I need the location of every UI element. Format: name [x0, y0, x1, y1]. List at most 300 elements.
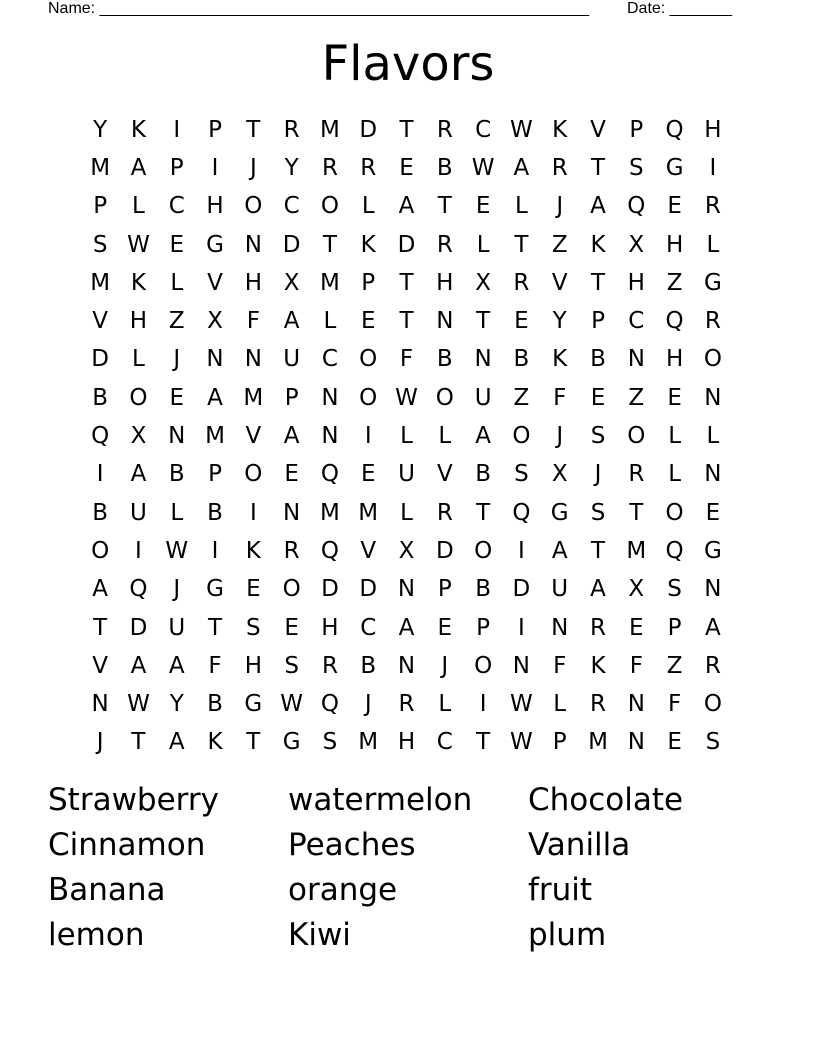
grid-letter: F: [553, 652, 567, 679]
grid-letter: L: [553, 691, 567, 718]
grid-letter: O: [91, 537, 110, 564]
grid-letter: S: [246, 614, 261, 641]
grid-letter: N: [704, 384, 722, 411]
grid-letter: L: [170, 269, 184, 296]
grid-letter: B: [168, 461, 185, 488]
grid-letter: M: [205, 423, 225, 450]
grid-letter: M: [358, 729, 379, 756]
grid-letter: O: [627, 423, 646, 450]
grid-letter: N: [283, 499, 301, 526]
grid-letter: B: [475, 576, 491, 603]
grid-letter: L: [400, 423, 413, 450]
grid-letter: Y: [169, 691, 184, 718]
grid-letter: P: [361, 269, 376, 296]
grid-letter: A: [513, 154, 530, 181]
grid-letter: J: [594, 461, 602, 488]
grid-letter: Q: [512, 499, 531, 526]
word-list-item: Kiwi: [288, 917, 351, 953]
grid-letter: M: [90, 154, 111, 181]
grid-letter: T: [246, 729, 261, 756]
grid-letter: W: [127, 231, 150, 258]
word-list-item: lemon: [48, 917, 145, 953]
grid-letter: T: [437, 193, 452, 220]
grid-letter: D: [512, 576, 531, 603]
grid-letter: N: [474, 346, 492, 373]
grid-letter: L: [132, 346, 145, 373]
grid-letter: U: [398, 461, 415, 488]
grid-letter: I: [211, 154, 219, 181]
grid-letter: A: [130, 461, 147, 488]
grid-letter: K: [360, 231, 376, 258]
grid-letter: U: [168, 614, 186, 641]
grid-letter: H: [704, 116, 722, 143]
grid-letter: S: [667, 576, 682, 603]
grid-letter: D: [359, 576, 378, 603]
grid-letter: E: [169, 231, 185, 258]
grid-letter: O: [512, 423, 531, 450]
grid-letter: T: [399, 269, 414, 296]
word-list-item: Banana: [48, 872, 166, 908]
grid-letter: Q: [320, 461, 339, 488]
grid-letter: N: [627, 729, 645, 756]
grid-letter: N: [168, 423, 186, 450]
grid-letter: C: [475, 116, 492, 143]
grid-letter: W: [471, 154, 495, 181]
grid-letter: K: [552, 116, 568, 143]
grid-letter: O: [244, 461, 263, 488]
grid-letter: S: [705, 729, 721, 756]
grid-letter: I: [96, 461, 104, 488]
grid-letter: T: [590, 537, 606, 564]
grid-letter: R: [704, 652, 721, 679]
grid-letter: X: [551, 461, 568, 488]
grid-letter: B: [436, 154, 453, 181]
grid-letter: A: [590, 193, 606, 220]
grid-letter: S: [284, 652, 299, 679]
grid-letter: V: [92, 652, 109, 679]
grid-letter: K: [130, 269, 146, 296]
grid-letter: P: [667, 614, 682, 641]
grid-letter: L: [132, 193, 145, 220]
grid-letter: B: [590, 346, 606, 373]
grid-letter: F: [667, 691, 682, 718]
grid-letter: V: [590, 116, 606, 143]
grid-letter: W: [127, 691, 150, 718]
grid-letter: M: [320, 499, 340, 526]
grid-letter: F: [208, 652, 222, 679]
grid-letter: D: [91, 346, 109, 373]
grid-letter: S: [322, 729, 338, 756]
grid-letter: H: [627, 269, 645, 296]
puzzle-title: Flavors: [321, 36, 495, 92]
word-list-item: Strawberry: [48, 782, 219, 818]
grid-letter: B: [513, 346, 530, 373]
grid-letter: A: [207, 384, 223, 411]
grid-letter: D: [129, 614, 148, 641]
grid-letter: G: [282, 729, 301, 756]
grid-letter: N: [244, 346, 262, 373]
grid-letter: K: [590, 652, 606, 679]
grid-letter: A: [398, 614, 415, 641]
grid-letter: R: [628, 461, 645, 488]
grid-letter: E: [360, 461, 376, 488]
grid-letter: G: [665, 154, 684, 181]
grid-letter: L: [706, 423, 720, 450]
grid-letter: W: [280, 691, 303, 718]
grid-letter: G: [206, 231, 224, 258]
grid-letter: Q: [627, 193, 646, 220]
grid-letter: E: [399, 154, 414, 181]
grid-letter: A: [92, 576, 109, 603]
grid-letter: S: [590, 423, 606, 450]
grid-letter: O: [474, 652, 493, 679]
date-field-line: Date: _______: [627, 0, 732, 17]
grid-letter: G: [703, 537, 722, 564]
grid-letter: T: [514, 231, 529, 258]
grid-letter: X: [283, 269, 300, 296]
grid-letter: Q: [665, 116, 684, 143]
grid-letter: O: [474, 537, 493, 564]
grid-letter: E: [284, 614, 299, 641]
grid-letter: W: [510, 116, 533, 143]
grid-letter: R: [704, 308, 721, 335]
grid-letter: Q: [129, 576, 148, 603]
grid-letter: Q: [665, 537, 684, 564]
grid-letter: P: [93, 193, 108, 220]
grid-letter: T: [246, 116, 261, 143]
grid-letter: F: [629, 652, 643, 679]
grid-letter: S: [590, 499, 606, 526]
grid-letter: C: [283, 193, 300, 220]
grid-letter: T: [399, 308, 414, 335]
word-list-item: fruit: [528, 872, 593, 908]
grid-letter: V: [245, 423, 262, 450]
grid-letter: I: [518, 537, 525, 564]
grid-letter: I: [709, 154, 717, 181]
grid-letter: G: [550, 499, 569, 526]
grid-letter: J: [364, 691, 372, 718]
word-list-item: Chocolate: [528, 782, 684, 818]
grid-letter: Z: [513, 384, 530, 411]
grid-letter: T: [590, 154, 606, 181]
grid-letter: R: [360, 154, 377, 181]
grid-letter: O: [359, 384, 378, 411]
grid-letter: T: [131, 729, 146, 756]
grid-letter: N: [704, 461, 722, 488]
grid-letter: N: [551, 614, 569, 641]
grid-letter: A: [168, 729, 185, 756]
grid-letter: K: [130, 116, 146, 143]
grid-letter: I: [173, 116, 181, 143]
name-field-line: Name: _______________________________________________________: [48, 0, 589, 17]
grid-letter: T: [322, 231, 337, 258]
grid-letter: C: [360, 614, 377, 641]
grid-letter: I: [211, 537, 219, 564]
grid-letter: J: [556, 193, 564, 220]
grid-letter: J: [556, 423, 564, 450]
grid-letter: I: [249, 499, 257, 526]
grid-letter: B: [207, 499, 223, 526]
grid-letter: K: [245, 537, 261, 564]
grid-letter: R: [283, 116, 300, 143]
grid-letter: M: [626, 537, 647, 564]
grid-letter: D: [321, 576, 339, 603]
grid-letter: C: [436, 729, 453, 756]
grid-letter: F: [399, 346, 414, 373]
grid-letter: Y: [284, 154, 299, 181]
grid-letter: T: [208, 614, 223, 641]
grid-letter: B: [436, 346, 453, 373]
grid-letter: Q: [665, 308, 684, 335]
grid-letter: I: [479, 691, 487, 718]
grid-letter: J: [173, 346, 181, 373]
grid-letter: M: [320, 116, 340, 143]
grid-letter: P: [591, 308, 605, 335]
grid-letter: E: [437, 614, 453, 641]
grid-letter: H: [244, 269, 262, 296]
grid-letter: Q: [320, 537, 339, 564]
grid-letter: E: [169, 384, 185, 411]
grid-letter: R: [513, 269, 530, 296]
grid-letter: Q: [91, 423, 110, 450]
grid-letter: D: [397, 231, 416, 258]
grid-letter: K: [552, 346, 568, 373]
grid-letter: B: [92, 384, 109, 411]
grid-letter: P: [169, 154, 184, 181]
grid-letter: I: [518, 614, 525, 641]
word-list-item: orange: [288, 872, 398, 908]
grid-letter: G: [206, 576, 224, 603]
grid-letter: A: [551, 537, 568, 564]
grid-letter: R: [398, 691, 415, 718]
grid-letter: X: [628, 576, 645, 603]
grid-letter: X: [130, 423, 147, 450]
grid-letter: I: [135, 537, 142, 564]
grid-letter: V: [92, 308, 109, 335]
grid-letter: E: [667, 729, 682, 756]
grid-letter: O: [703, 346, 722, 373]
grid-letter: O: [703, 691, 722, 718]
grid-letter: Z: [666, 652, 683, 679]
grid-letter: M: [243, 384, 264, 411]
grid-letter: L: [515, 193, 528, 220]
grid-letter: Z: [168, 308, 185, 335]
grid-letter: Y: [93, 116, 108, 143]
grid-letter: B: [92, 499, 109, 526]
grid-letter: H: [129, 308, 148, 335]
grid-letter: W: [165, 537, 189, 564]
grid-letter: J: [173, 576, 181, 603]
grid-letter: T: [476, 308, 491, 335]
grid-letter: N: [397, 652, 416, 679]
grid-letter: V: [360, 537, 377, 564]
grid-letter: E: [629, 614, 644, 641]
grid-letter: Z: [666, 269, 683, 296]
grid-letter: L: [706, 231, 720, 258]
grid-letter: Y: [552, 308, 567, 335]
grid-letter: L: [476, 231, 490, 258]
grid-letter: N: [512, 652, 531, 679]
grid-letter: H: [397, 729, 416, 756]
grid-letter: R: [436, 231, 453, 258]
grid-letter: R: [436, 116, 453, 143]
grid-letter: P: [476, 614, 491, 641]
grid-letter: J: [96, 729, 104, 756]
grid-letter: A: [475, 423, 491, 450]
grid-letter: S: [514, 461, 529, 488]
grid-letter: D: [435, 537, 454, 564]
grid-letter: L: [170, 499, 184, 526]
grid-letter: T: [476, 499, 491, 526]
grid-letter: N: [397, 576, 416, 603]
grid-letter: N: [321, 423, 339, 450]
grid-letter: A: [283, 423, 300, 450]
grid-letter: B: [207, 691, 223, 718]
grid-letter: U: [551, 576, 569, 603]
grid-letter: N: [91, 691, 109, 718]
grid-letter: R: [590, 614, 606, 641]
grid-letter: R: [551, 154, 568, 181]
grid-letter: P: [208, 461, 222, 488]
grid-letter: H: [321, 614, 339, 641]
grid-letter: R: [321, 154, 338, 181]
grid-letter: S: [92, 231, 108, 258]
grid-letter: R: [704, 193, 721, 220]
grid-letter: C: [628, 308, 645, 335]
grid-letter: D: [359, 116, 378, 143]
grid-letter: U: [130, 499, 147, 526]
grid-letter: P: [437, 576, 452, 603]
word-list-item: watermelon: [288, 782, 473, 818]
grid-letter: A: [398, 193, 415, 220]
grid-letter: H: [665, 346, 684, 373]
grid-letter: M: [358, 499, 379, 526]
grid-letter: N: [436, 308, 454, 335]
grid-letter: V: [436, 461, 453, 488]
grid-letter: N: [244, 231, 262, 258]
grid-letter: T: [590, 269, 606, 296]
grid-letter: U: [474, 384, 492, 411]
grid-letter: E: [667, 384, 682, 411]
grid-letter: H: [436, 269, 454, 296]
grid-letter: Z: [551, 231, 568, 258]
grid-letter: T: [93, 614, 108, 641]
grid-letter: N: [627, 346, 645, 373]
grid-letter: X: [207, 308, 223, 335]
grid-letter: M: [90, 269, 111, 296]
grid-letter: T: [476, 729, 491, 756]
grid-letter: E: [475, 193, 491, 220]
grid-letter: P: [284, 384, 299, 411]
grid-letter: O: [665, 499, 684, 526]
grid-letter: E: [667, 193, 682, 220]
grid-letter: C: [321, 346, 338, 373]
word-list-item: plum: [528, 917, 607, 953]
grid-letter: E: [705, 499, 721, 526]
grid-letter: W: [395, 384, 418, 411]
grid-letter: L: [668, 461, 682, 488]
grid-letter: H: [665, 231, 684, 258]
grid-letter: E: [590, 384, 606, 411]
grid-letter: O: [244, 193, 263, 220]
grid-letter: W: [510, 691, 533, 718]
grid-letter: N: [704, 576, 722, 603]
letter-grid: [81, 111, 732, 762]
grid-letter: W: [510, 729, 533, 756]
grid-letter: H: [244, 652, 262, 679]
grid-letter: N: [321, 384, 339, 411]
grid-letter: X: [475, 269, 491, 296]
grid-letter: D: [282, 231, 301, 258]
grid-letter: T: [399, 116, 414, 143]
grid-letter: C: [168, 193, 185, 220]
grid-letter: Q: [320, 691, 339, 718]
word-list-item: Vanilla: [528, 827, 631, 863]
grid-letter: E: [284, 461, 299, 488]
grid-letter: F: [246, 308, 260, 335]
grid-letter: K: [590, 231, 606, 258]
grid-letter: O: [435, 384, 454, 411]
grid-letter: L: [668, 423, 682, 450]
grid-letter: Z: [628, 384, 645, 411]
grid-letter: V: [551, 269, 568, 296]
grid-letter: G: [703, 269, 722, 296]
grid-letter: E: [514, 308, 529, 335]
grid-letter: A: [283, 308, 300, 335]
grid-letter: X: [398, 537, 415, 564]
word-list-item: Peaches: [288, 827, 416, 863]
grid-letter: A: [130, 652, 147, 679]
grid-letter: S: [629, 154, 644, 181]
grid-letter: A: [168, 652, 185, 679]
grid-letter: N: [206, 346, 224, 373]
grid-letter: R: [283, 537, 300, 564]
grid-letter: A: [130, 154, 147, 181]
grid-letter: U: [283, 346, 301, 373]
grid-letter: P: [208, 116, 222, 143]
word-list: [48, 778, 768, 958]
grid-letter: H: [206, 193, 224, 220]
grid-letter: G: [244, 691, 263, 718]
grid-letter: P: [552, 729, 567, 756]
grid-letter: M: [588, 729, 608, 756]
grid-letter: F: [553, 384, 567, 411]
grid-letter: K: [207, 729, 223, 756]
grid-letter: R: [321, 652, 338, 679]
grid-letter: I: [364, 423, 372, 450]
grid-letter: O: [129, 384, 148, 411]
grid-letter: B: [360, 652, 377, 679]
grid-letter: O: [359, 346, 378, 373]
grid-letter: J: [441, 652, 449, 679]
grid-letter: R: [436, 499, 453, 526]
grid-letter: E: [360, 308, 376, 335]
grid-letter: L: [323, 308, 337, 335]
grid-letter: L: [438, 423, 452, 450]
grid-letter: O: [320, 193, 339, 220]
grid-letter: N: [627, 691, 645, 718]
grid-letter: L: [361, 193, 375, 220]
grid-letter: X: [628, 231, 645, 258]
grid-letter: A: [590, 576, 606, 603]
grid-letter: A: [705, 614, 721, 641]
grid-letter: T: [629, 499, 644, 526]
grid-letter: V: [207, 269, 223, 296]
grid-letter: L: [400, 499, 413, 526]
word-list-item: Cinnamon: [48, 827, 206, 863]
grid-letter: B: [475, 461, 491, 488]
grid-letter: O: [282, 576, 301, 603]
